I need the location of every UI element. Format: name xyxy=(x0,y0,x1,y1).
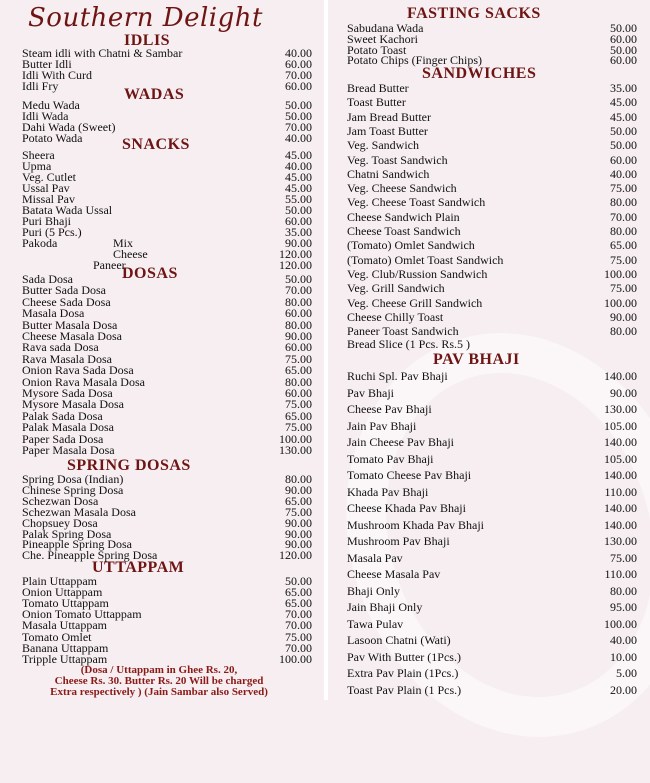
menu-item-name: Plain Uttappam xyxy=(22,574,97,588)
menu-item-price: 90.00 xyxy=(610,385,637,400)
menu-item-price: 75.00 xyxy=(285,504,312,519)
menu-item-price: 130.00 xyxy=(279,443,312,457)
menu-item xyxy=(347,324,637,338)
menu-item xyxy=(22,444,312,456)
menu-item xyxy=(347,310,637,324)
menu-item-price: 100.00 xyxy=(604,295,637,310)
menu-item-name: Medu Wada xyxy=(22,98,80,112)
menu-item-name: Khada Pav Bhaji xyxy=(347,484,429,499)
menu-item-name: Veg. Grill Sandwich xyxy=(347,281,445,296)
menu-item-price: 50.00 xyxy=(610,138,637,153)
menu-item xyxy=(22,80,312,92)
menu-item xyxy=(347,419,637,433)
menu-item-price: 130.00 xyxy=(604,402,637,416)
section-heading-spring-dosas: SPRING DOSAS xyxy=(67,457,191,474)
menu-item-price: 65.00 xyxy=(610,238,637,253)
menu-item-name: Onion Rava Masala Dosa xyxy=(22,374,145,389)
menu-item-name: Dahi Wada (Sweet) xyxy=(22,120,116,134)
menu-item-price: 70.00 xyxy=(285,640,312,655)
menu-item-price: 120.00 xyxy=(279,258,312,272)
menu-item-name: Potato Wada xyxy=(22,131,83,145)
menu-item-name: Steam idli with Chatni & Sambar xyxy=(22,46,183,60)
menu-item-name: Cheese Pav Bhaji xyxy=(347,402,432,416)
menu-item-name: Jain Pav Bhaji xyxy=(347,418,417,433)
menu-item xyxy=(347,386,637,400)
menu-item-name: Butter Sada Dosa xyxy=(22,283,106,298)
menu-item-name: Palak Spring Dosa xyxy=(22,526,112,541)
menu-item-name: Che. Pineapple Spring Dosa xyxy=(22,548,158,563)
menu-item xyxy=(347,124,637,138)
menu-item-price: 60.00 xyxy=(285,386,312,400)
menu-item-price: 60.00 xyxy=(285,214,312,228)
menu-item-name: Cheese Masala Dosa xyxy=(22,329,122,343)
menu-item-name: Veg. Cutlet xyxy=(22,170,76,184)
menu-item-price: 65.00 xyxy=(285,585,312,600)
menu-item-price: 75.00 xyxy=(285,420,312,435)
menu-item-name: Missal Pav xyxy=(22,192,76,206)
menu-item-name: Cheese Sada Dosa xyxy=(22,294,111,309)
menu-item xyxy=(347,402,637,416)
menu-item xyxy=(347,167,637,181)
menu-item xyxy=(347,534,637,548)
menu-item-price: 50.00 xyxy=(285,98,312,112)
menu-item-price: 100.00 xyxy=(279,431,312,446)
menu-item-price: 70.00 xyxy=(285,120,312,134)
menu-item-name: Cheese Masala Pav xyxy=(347,567,441,581)
menu-item-price: 80.00 xyxy=(610,583,637,598)
menu-item-name: Veg. Sandwich xyxy=(347,138,419,153)
menu-item-price: 65.00 xyxy=(285,596,312,611)
menu-item-name: Veg. Cheese Sandwich xyxy=(347,181,457,196)
menu-item-price: 60.00 xyxy=(610,53,637,68)
menu-item xyxy=(347,253,637,267)
menu-item-name: Idli Wada xyxy=(22,109,69,123)
left-column xyxy=(0,0,318,700)
menu-item xyxy=(347,518,637,532)
menu-item-price: 110.00 xyxy=(604,484,637,499)
menu-item-name: Chatni Sandwich xyxy=(347,166,430,181)
menu-item xyxy=(347,584,637,598)
menu-item-price: 40.00 xyxy=(610,166,637,181)
menu-item-name: Schezwan Masala Dosa xyxy=(22,504,136,519)
section-heading-sandwiches: SANDWICHES xyxy=(422,65,537,82)
pakoda-variant-cheese: Cheese xyxy=(113,247,148,261)
menu-item-price: 90.00 xyxy=(285,537,312,552)
menu-item xyxy=(347,281,637,295)
menu-item-name: Palak Masala Dosa xyxy=(22,420,114,435)
menu-item-name: Jain Bhaji Only xyxy=(347,600,423,614)
menu-item-name: Rava Masala Dosa xyxy=(22,351,112,366)
menu-item-name: Chinese Spring Dosa xyxy=(22,482,124,497)
note-line-2: Cheese Rs. 30. Butter Rs. 20 Will be charged xyxy=(54,675,264,687)
menu-item-price: 70.00 xyxy=(285,607,312,622)
menu-item-price: 40.00 xyxy=(285,159,312,173)
menu-item-name: Jain Cheese Pav Bhaji xyxy=(347,435,454,449)
menu-item-name: Schezwan Dosa xyxy=(22,493,99,508)
menu-item-price: 100.00 xyxy=(604,266,637,281)
menu-item-name: Extra Pav Plain (1Pcs.) xyxy=(347,666,459,680)
menu-item-price: 100.00 xyxy=(279,651,312,666)
menu-item-price: 70.00 xyxy=(610,209,637,224)
menu-item-name: Paper Sada Dosa xyxy=(22,431,104,446)
menu-item-price: 90.00 xyxy=(285,515,312,530)
menu-item-name: Rava sada Dosa xyxy=(22,340,99,355)
menu-item-name: Masala Pav xyxy=(347,550,403,565)
menu-item-price: 105.00 xyxy=(604,418,637,433)
menu-item-name: Paper Masala Dosa xyxy=(22,443,115,457)
menu-item-name: Jam Toast Butter xyxy=(347,123,428,138)
menu-item xyxy=(347,81,637,95)
menu-item-name: Sweet Kachori xyxy=(347,31,418,46)
menu-item-name: Butter Idli xyxy=(22,57,72,71)
menu-item-price: 35.00 xyxy=(285,225,312,239)
menu-item-name: Tomato Cheese Pav Bhaji xyxy=(347,468,472,482)
menu-item xyxy=(22,132,312,144)
menu-item-price: 50.00 xyxy=(610,21,637,35)
menu-item-name: Toast Butter xyxy=(347,95,406,110)
menu-item-price: 40.00 xyxy=(285,46,312,60)
restaurant-title: Southern Delight xyxy=(28,3,263,33)
menu-item-name: Cheese Chilly Toast xyxy=(347,309,444,324)
menu-item-name: Puri (5 Pcs.) xyxy=(22,225,82,239)
menu-item xyxy=(347,296,637,310)
menu-item-price: 45.00 xyxy=(285,181,312,195)
menu-item-name: Veg. Cheese Toast Sandwich xyxy=(347,195,486,210)
menu-item-name: Butter Masala Dosa xyxy=(22,317,118,332)
section-heading-wadas: WADAS xyxy=(124,86,185,103)
menu-item-name: Mushroom Pav Bhaji xyxy=(347,534,450,548)
menu-item-price: 90.00 xyxy=(285,482,312,497)
menu-item-name: Upma xyxy=(22,159,52,173)
menu-item-name: Potato Chips (Finger Chips) xyxy=(347,53,483,68)
menu-item-price: 5.00 xyxy=(616,666,637,680)
menu-item-name: Puri Bhaji xyxy=(22,214,72,228)
menu-item-name: Cheese Khada Pav Bhaji xyxy=(347,501,466,515)
menu-item-price: 75.00 xyxy=(610,550,637,565)
menu-item-name: Sabudana Wada xyxy=(347,21,424,35)
menu-item-name: (Tomato) Omlet Sandwich xyxy=(347,238,475,253)
menu-item-price: 50.00 xyxy=(285,109,312,123)
menu-item-price: 90.00 xyxy=(285,526,312,541)
menu-item-price: 50.00 xyxy=(285,574,312,588)
menu-item-name: Palak Sada Dosa xyxy=(22,408,103,423)
menu-item-name: Onion Tomato Uttappam xyxy=(22,607,142,622)
menu-item-price: 105.00 xyxy=(604,451,637,466)
menu-item-name: Veg. Club/Russion Sandwich xyxy=(347,266,488,281)
menu-item-name: Tomato Omlet xyxy=(22,629,92,644)
menu-item-name: Pakoda xyxy=(22,236,58,250)
menu-item xyxy=(347,181,637,195)
menu-item xyxy=(347,153,637,167)
menu-item-price: 70.00 xyxy=(285,283,312,298)
menu-item-name: Idli Fry xyxy=(22,79,59,93)
menu-item-name: Sada Dosa xyxy=(22,272,73,286)
menu-item-name: Tawa Pulav xyxy=(347,616,404,631)
menu-item-price: 50.00 xyxy=(610,123,637,138)
menu-item-price: 60.00 xyxy=(285,79,312,93)
menu-item-name: Bread Butter xyxy=(347,81,409,95)
menu-item-name: Ussal Pav xyxy=(22,181,70,195)
menu-item-price: 50.00 xyxy=(285,203,312,217)
menu-item-name: Pav Bhaji xyxy=(347,385,394,400)
menu-item-price: 75.00 xyxy=(610,252,637,267)
menu-item-price: 130.00 xyxy=(604,534,637,548)
menu-item-name: Masala Uttappam xyxy=(22,618,107,633)
menu-item-name: Tomato Uttappam xyxy=(22,596,109,611)
menu-item-price: 60.00 xyxy=(285,306,312,321)
menu-item-price: 80.00 xyxy=(285,374,312,389)
menu-item-name: Ruchi Spl. Pav Bhaji xyxy=(347,369,448,383)
menu-item-name: Toast Pav Plain (1 Pcs.) xyxy=(347,682,462,697)
menu-item-name: Onion Rava Sada Dosa xyxy=(22,363,134,378)
menu-item-price: 140.00 xyxy=(604,517,637,532)
menu-item-price: 80.00 xyxy=(610,324,637,339)
menu-item-price: 75.00 xyxy=(285,351,312,366)
menu-item-price: 75.00 xyxy=(610,181,637,196)
menu-item-name: Chopsuey Dosa xyxy=(22,515,98,530)
pakoda-variant-mix: Mix xyxy=(113,236,134,250)
menu-item-name: Potato Toast xyxy=(347,42,407,57)
menu-item xyxy=(347,501,637,515)
menu-item-price: 110.00 xyxy=(604,567,637,581)
menu-item-price: 75.00 xyxy=(610,281,637,296)
menu-item xyxy=(347,195,637,209)
section-heading-uttappam: UTTAPPAM xyxy=(92,559,185,576)
menu-item-price: 80.00 xyxy=(285,294,312,309)
menu-item-price: 20.00 xyxy=(610,682,637,697)
menu-item-name: (Tomato) Omlet Toast Sandwich xyxy=(347,252,504,267)
menu-item xyxy=(347,369,637,383)
note-line-3: Extra respectively ) (Jain Sambar also Served) xyxy=(50,686,268,698)
menu-item-name: Batata Wada Ussal xyxy=(22,203,113,217)
menu-item-price: 40.00 xyxy=(285,131,312,145)
menu-item-price: 65.00 xyxy=(285,363,312,378)
menu-item-price: 140.00 xyxy=(604,468,637,482)
menu-item xyxy=(347,468,637,482)
menu-item-price: 60.00 xyxy=(610,31,637,46)
menu-item xyxy=(347,617,637,631)
bread-slice-note: Bread Slice (1 Pcs. Rs.5 ) xyxy=(347,337,470,351)
menu-item-name: Mysore Sada Dosa xyxy=(22,386,113,400)
menu-item xyxy=(347,600,637,614)
menu-item-price: 140.00 xyxy=(604,435,637,449)
pakoda-variant-paneer: Paneer xyxy=(93,258,126,272)
menu-item-price: 90.00 xyxy=(285,329,312,343)
menu-item xyxy=(347,666,637,680)
menu-item-name: Sheera xyxy=(22,148,55,162)
menu-item-price: 90.00 xyxy=(610,309,637,324)
menu-item-name: Idli With Curd xyxy=(22,68,92,82)
menu-item xyxy=(347,567,637,581)
menu-item-price: 95.00 xyxy=(610,600,637,614)
menu-item-price: 45.00 xyxy=(610,95,637,110)
section-heading-dosas: DOSAS xyxy=(122,265,178,282)
menu-item-price: 75.00 xyxy=(285,397,312,412)
menu-item-name: Tomato Pav Bhaji xyxy=(347,451,434,466)
menu-item-name: Jam Bread Butter xyxy=(347,109,431,124)
menu-item xyxy=(347,452,637,466)
section-heading-pav-bhaji: PAV BHAJI xyxy=(433,351,520,368)
menu-item-name: Mushroom Khada Pav Bhaji xyxy=(347,517,484,532)
menu-item-price: 120.00 xyxy=(279,548,312,563)
section-heading-snacks: SNACKS xyxy=(122,136,190,153)
menu-item-price: 80.00 xyxy=(610,195,637,210)
menu-item xyxy=(347,95,637,109)
menu-item xyxy=(347,238,637,252)
menu-item-price: 80.00 xyxy=(610,224,637,238)
menu-item-name: Paneer Toast Sandwich xyxy=(347,324,459,339)
menu-item xyxy=(22,653,312,665)
menu-item-price: 70.00 xyxy=(285,68,312,82)
menu-item xyxy=(347,435,637,449)
menu-item-price: 50.00 xyxy=(610,42,637,57)
menu-item xyxy=(22,549,312,561)
menu-item-price: 80.00 xyxy=(285,472,312,486)
menu-item-name: Lasoon Chatni (Wati) xyxy=(347,633,451,647)
section-heading-fasting-sacks: FASTING SACKS xyxy=(407,5,541,22)
menu-item-price: 45.00 xyxy=(285,148,312,162)
menu-item-name: Banana Uttappam xyxy=(22,640,109,655)
menu-item-price: 70.00 xyxy=(285,618,312,633)
menu-item-price: 35.00 xyxy=(610,81,637,95)
menu-item xyxy=(347,633,637,647)
menu-item-name: Bhaji Only xyxy=(347,583,400,598)
menu-item-price: 65.00 xyxy=(285,408,312,423)
menu-item xyxy=(347,683,637,697)
column-divider xyxy=(324,0,328,700)
menu-item-price: 55.00 xyxy=(285,192,312,206)
menu-item-name: Mysore Masala Dosa xyxy=(22,397,124,412)
menu-item-name: Tripple Uttappam xyxy=(22,651,108,666)
section-heading-idlis: IDLIS xyxy=(124,32,171,49)
menu-item-price: 45.00 xyxy=(610,109,637,124)
menu-item-price: 80.00 xyxy=(285,317,312,332)
menu-item-price: 75.00 xyxy=(285,629,312,644)
menu-item xyxy=(347,110,637,124)
menu-item-price: 40.00 xyxy=(610,633,637,647)
menu-item-price: 60.00 xyxy=(285,57,312,71)
menu-item xyxy=(347,267,637,281)
menu-item xyxy=(347,138,637,152)
menu-item-name: Veg. Cheese Grill Sandwich xyxy=(347,295,483,310)
menu-item-price: 120.00 xyxy=(279,247,312,261)
menu-item-price: 140.00 xyxy=(604,501,637,515)
menu-item xyxy=(347,650,637,664)
menu-item-price: 65.00 xyxy=(285,493,312,508)
menu-item-name: Veg. Toast Sandwich xyxy=(347,152,448,167)
menu-item-price: 50.00 xyxy=(285,272,312,286)
menu-item-price: 10.00 xyxy=(610,649,637,664)
menu-item-price: 60.00 xyxy=(610,152,637,167)
menu-item-name: Pineapple Spring Dosa xyxy=(22,537,132,552)
menu-item-price: 100.00 xyxy=(604,616,637,631)
note-line-1: (Dosa / Uttappam in Ghee Rs. 20, xyxy=(80,664,238,676)
menu-item-name: Cheese Toast Sandwich xyxy=(347,224,461,238)
menu-item-price: 90.00 xyxy=(285,236,312,250)
menu-item xyxy=(347,210,637,224)
menu-item-price: 60.00 xyxy=(285,340,312,355)
menu-item-name: Masala Dosa xyxy=(22,306,85,321)
menu-item-price: 140.00 xyxy=(604,369,637,383)
menu-item-price: 45.00 xyxy=(285,170,312,184)
right-column xyxy=(333,0,650,700)
menu-item xyxy=(347,485,637,499)
menu-item-name: Spring Dosa (Indian) xyxy=(22,472,124,486)
menu-item xyxy=(347,54,637,66)
menu-item xyxy=(347,551,637,565)
menu-item-name: Cheese Sandwich Plain xyxy=(347,209,460,224)
menu-item xyxy=(347,224,637,238)
menu-item xyxy=(22,259,312,271)
menu-item-name: Pav With Butter (1Pcs.) xyxy=(347,649,461,664)
menu-item-name: Onion Uttappam xyxy=(22,585,103,600)
